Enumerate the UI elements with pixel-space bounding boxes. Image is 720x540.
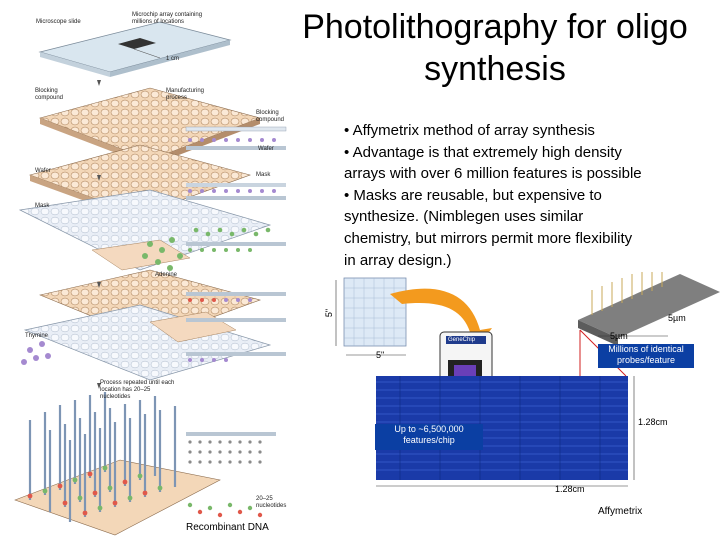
bullet-list xyxy=(344,120,694,271)
callout-up-to: Up to ~6,500,000 xyxy=(394,424,464,434)
left-caption: Recombinant DNA xyxy=(186,522,269,533)
right-caption: Affymetrix xyxy=(598,506,643,517)
label-1cm: 1 cm xyxy=(166,56,180,62)
bullet-line: chemistry, but mirrors permit more flexibility xyxy=(344,229,633,247)
label-5um-a: 5µm xyxy=(668,313,686,323)
label-5um-b: 5µm xyxy=(610,331,628,341)
label-thymine: Thymine xyxy=(25,333,49,339)
label-manufacturing: Manufacturing process xyxy=(166,88,205,101)
label-scan-vertical: 1.28cm xyxy=(638,417,668,427)
label-wafer: Wafer xyxy=(35,168,51,174)
affymetrix-chip-figure xyxy=(330,270,720,510)
title-line-1: Photolithography for oligo xyxy=(302,8,688,46)
label-microscope-slide: Microscope slide xyxy=(36,19,81,25)
label-scan-horizontal: 1.28cm xyxy=(555,484,585,494)
probe-slab xyxy=(578,272,720,346)
wafer-grid xyxy=(336,278,406,355)
bullet-line: synthesize. (Nimblegen uses similar xyxy=(344,208,584,226)
label-nucleotides: 20–25 nucleotides xyxy=(256,496,287,509)
thymine-dots xyxy=(21,341,51,365)
bullet-line: arrays with over 6 million features is possible xyxy=(344,165,642,183)
mask-sheet-2 xyxy=(25,270,270,380)
photolithography-diagram xyxy=(0,0,330,540)
bullet-line: • Advantage is that extremely high density xyxy=(344,143,622,161)
label-process: Process repeated until each location has 20–25 nucleotides xyxy=(100,380,175,400)
label-mask: Mask xyxy=(35,203,50,209)
label-5in-horizontal: 5" xyxy=(376,350,385,360)
slide-title xyxy=(270,6,720,90)
callout-millions-probes xyxy=(598,344,694,368)
final-probe-array xyxy=(15,392,220,535)
callout-probes: probes/feature xyxy=(616,355,676,365)
callout-features: features/chip xyxy=(403,435,455,445)
callout-features-chip xyxy=(375,424,483,450)
bullet-line: • Masks are reusable, but expensive to xyxy=(344,186,602,204)
label-5in-vertical: 5" xyxy=(324,308,335,318)
label-adenine: Adenine xyxy=(155,272,178,278)
label-blocking-compound-right: Blocking compound xyxy=(256,110,285,123)
label-microchip: Microchip array containing millions of locations xyxy=(132,12,203,25)
label-blocking: Blocking compound xyxy=(35,88,64,101)
label-genechip: GeneChip xyxy=(448,337,476,343)
label-wafer-right: Wafer xyxy=(258,146,274,152)
callout-millions: Millions of identical xyxy=(608,344,684,354)
label-mask-right: Mask xyxy=(256,172,271,178)
bullet-line: • Affymetrix method of array synthesis xyxy=(344,122,595,139)
bullet-line: in array design.) xyxy=(344,251,452,269)
microscope-slide xyxy=(40,22,230,77)
title-line-2: synthesis xyxy=(424,50,566,88)
